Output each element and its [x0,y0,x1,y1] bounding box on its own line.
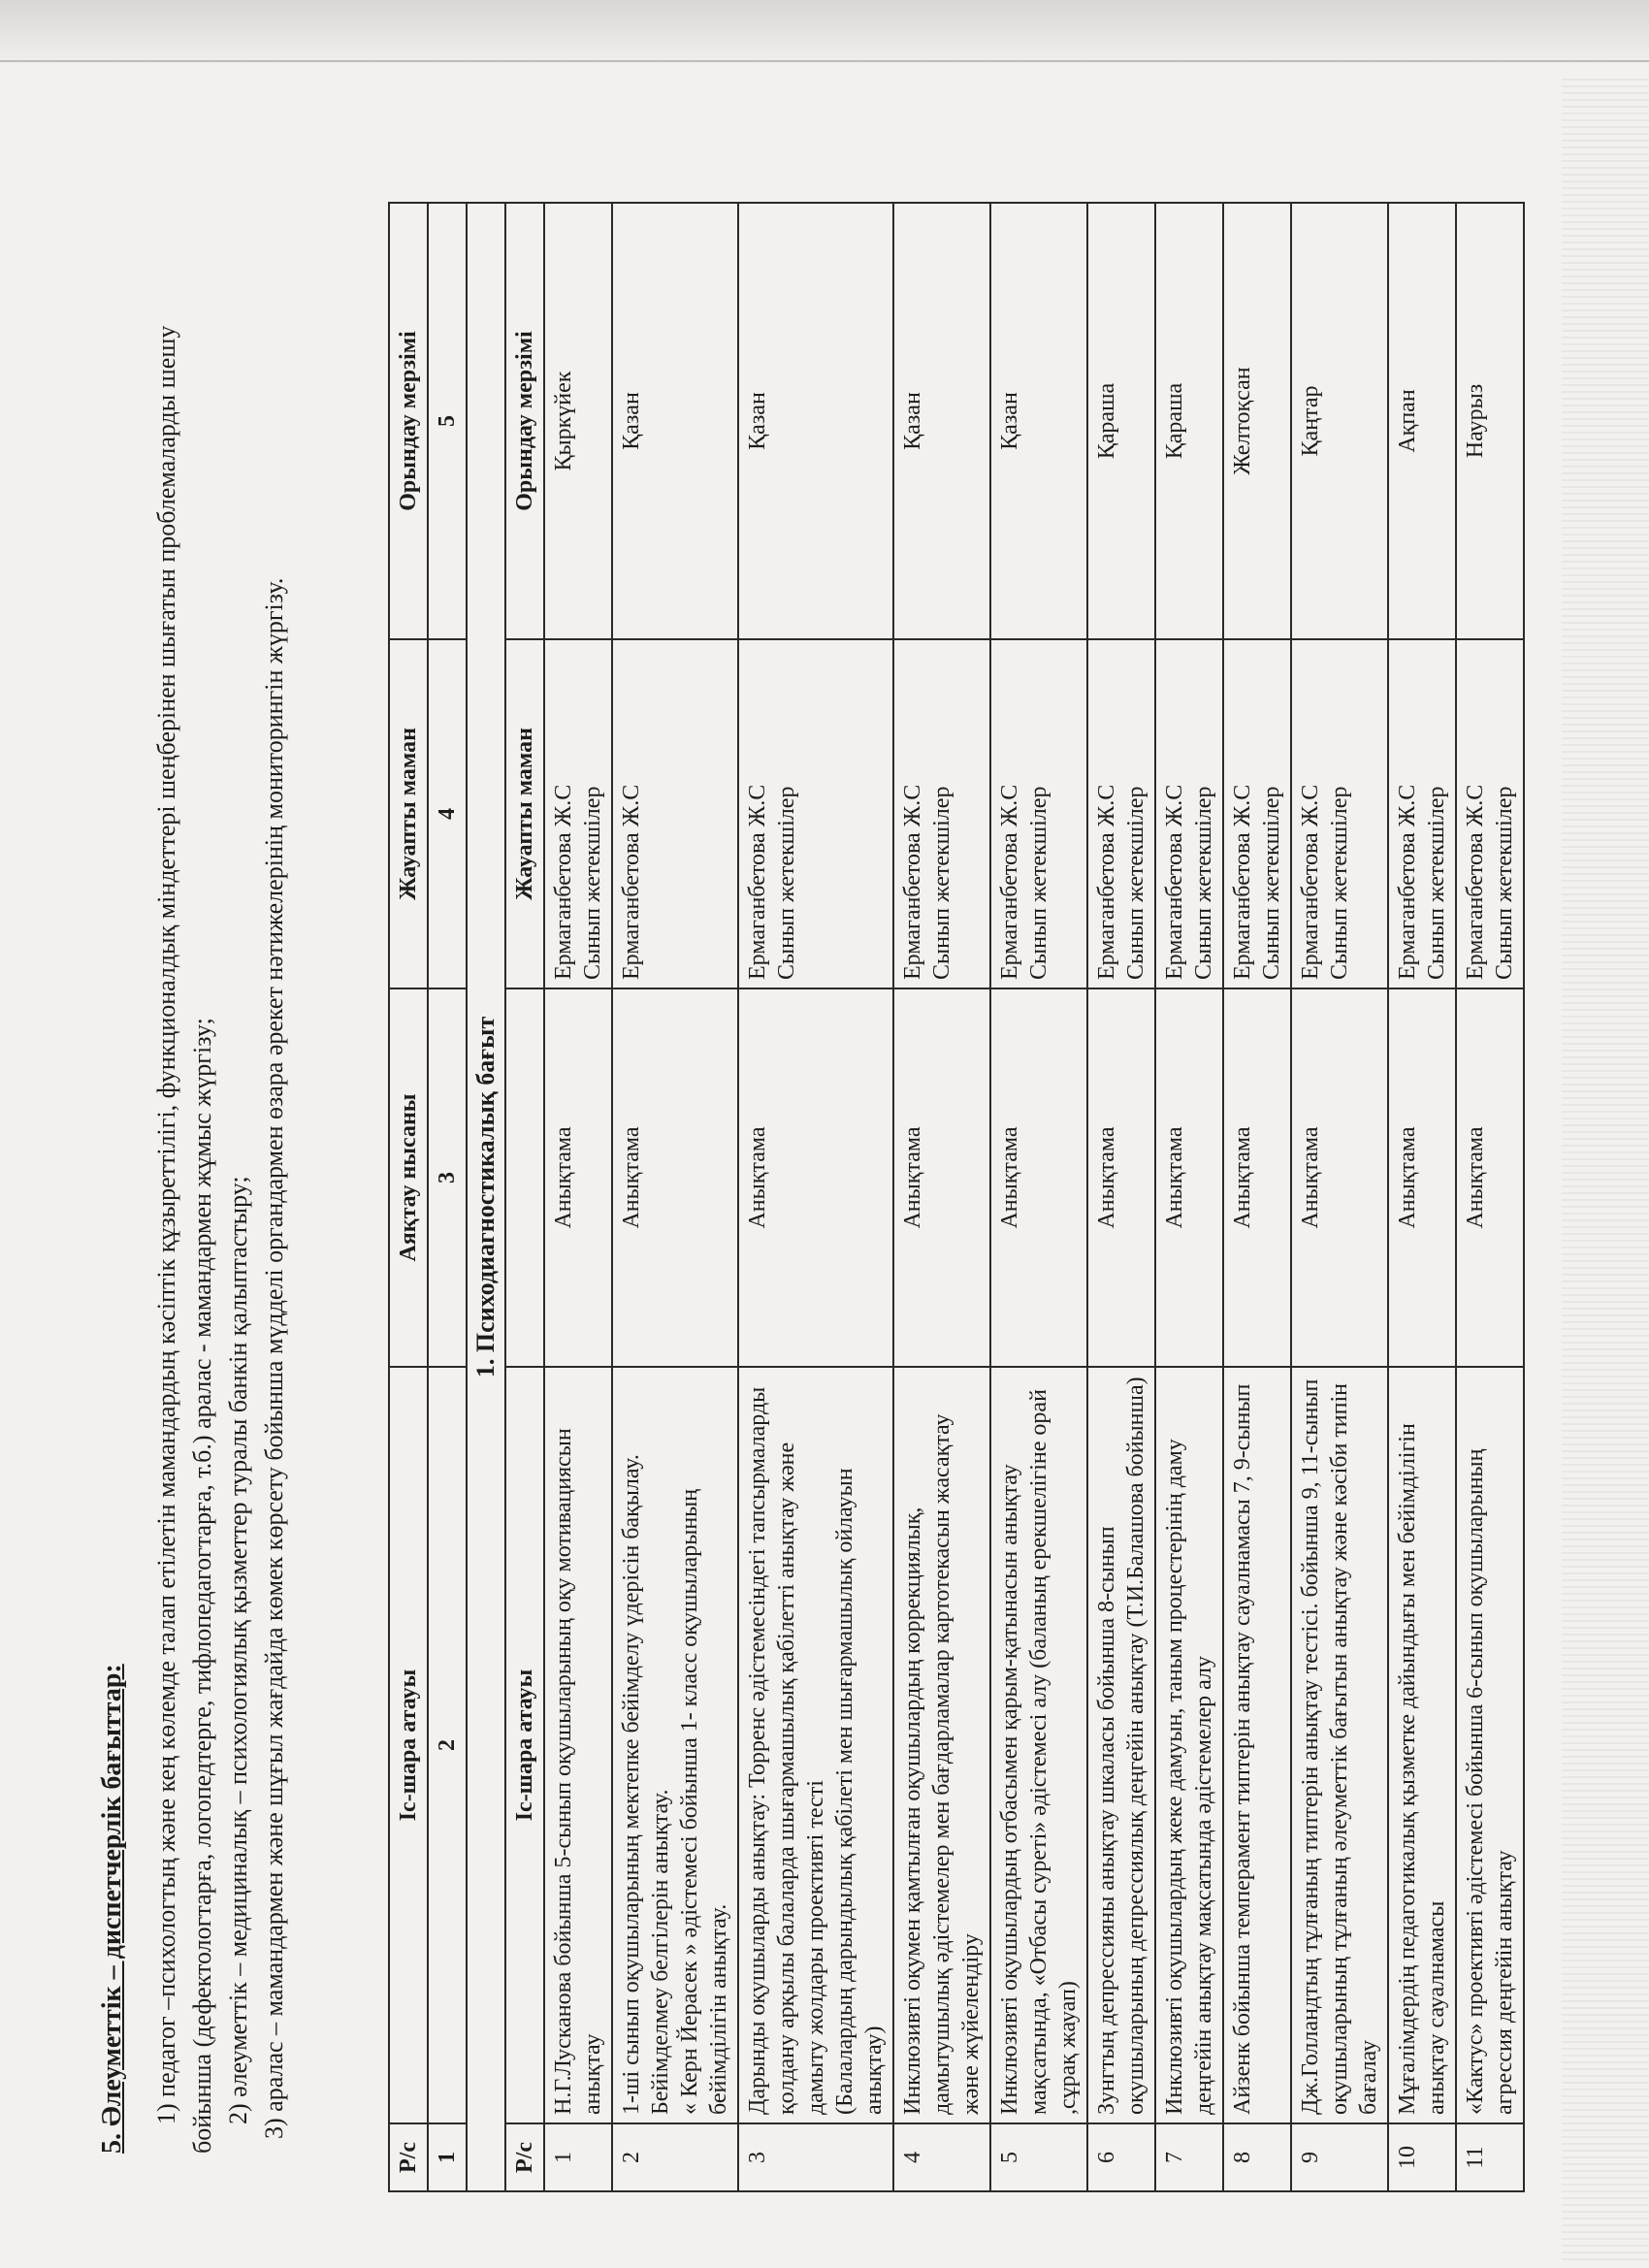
col-number: 2 [428,1367,467,2123]
row-number: 10 [1388,2123,1456,2191]
col-number: 5 [428,203,467,639]
row-term: Қазан [738,203,893,639]
row-number: 6 [1087,2123,1155,2191]
row-number: 7 [1155,2123,1223,2191]
row-activity-name: Инклюзивті оқушылардың жеке дамуын, таным процестерінің даму деңгейін анықтау мақсатында әдістемелер алу [1155,1367,1223,2123]
row-completion-form: Анықтама [1291,988,1388,1367]
table-row [1087,203,1155,2191]
row-completion-form: Анықтама [893,988,990,1367]
row-completion-form: Анықтама [1223,988,1291,1367]
header-form: Аяқтау нысаны [389,988,428,1367]
row-term: Қараша [1087,203,1155,639]
row-completion-form: Анықтама [612,988,738,1367]
col-number: 4 [428,639,467,988]
row-term: Қазан [990,203,1087,639]
section-heading: 5. Әлеуметтік – диспетчерлік бағыттар: [97,1664,127,2154]
row-completion-form: Анықтама [990,988,1087,1367]
row-term: Қазан [893,203,990,639]
col-number: 3 [428,988,467,1367]
section-title-row [467,203,505,2191]
row-responsible: Ермаганбетова Ж.С Сынып жетекшілер [544,639,612,988]
table-row [738,203,893,2191]
table-row [990,203,1087,2191]
row-activity-name: Зунгтың депрессияны анықтау шкаласы бойынша 8-сынып оқушыларының депрессиялық деңгейін анықтау (Т.И.Балашова бойынша) [1087,1367,1155,2123]
col-number: 1 [428,2123,467,2191]
row-activity-name: Инклюзивті оқумен қамтылған оқушылардың коррекциялық, дамытушылық әдістемелер мен бағдарламалар картотекасын жасақтау және жүйелендіру [893,1367,990,2123]
row-activity-name: «Кактус» проективті әдістемесі бойынша 6-сынып оқушыларының агрессия деңгейін анықтау [1456,1367,1524,2123]
row-number: 3 [738,2123,893,2191]
header-activity: Іс-шара атауы [389,1367,428,2123]
subheader-activity: Іс-шара атауы [505,1367,544,2123]
table-row [893,203,990,2191]
row-term: Қаңтар [1291,203,1388,639]
row-term: Наурыз [1456,203,1524,639]
scan-fold-shadow [0,0,1649,68]
paragraph-3: 3) аралас – мамандармен және шұғыл жағдайда көмек көрсету бойынша мүдделі органдармен өзара әрекет нәтижелерінің мониторингін жүргізу. [260,577,288,2139]
row-activity-name: Н.Г.Лусканова бойынша 5-сынып оқушыларының оқу мотивациясын анықтау [544,1367,612,2123]
row-number: 8 [1223,2123,1291,2191]
row-term: Желтоқсан [1223,203,1291,639]
row-responsible: Ермаганбетова Ж.С Сынып жетекшілер [1456,639,1524,988]
row-activity-name: Инклюзивті оқушылардың отбасымен қарым-қатынасын анықтау мақсатында, «Отбасы суреті» әдістемесі алу (баланың ерекшелігіне орай ,сұрақ жауап) [990,1367,1087,2123]
row-activity-name: Мұғалімдердің педагогикалық қызметке дайындығы мен бейімділігін анықтау сауалнамасы [1388,1367,1456,2123]
row-activity-name: 1-ші сынып оқушыларының мектепке бейімделу үдерісін бақылау. Бейімделмеу белгілерін анықтау. « Керн Йерасек » әдістемесі бойынша 1- класс оқушыларының бейімділігін анықтау. [612,1367,738,2123]
activity-plan-table [388,202,1525,2192]
row-number: 9 [1291,2123,1388,2191]
row-completion-form: Анықтама [1155,988,1223,1367]
row-responsible: Ермаганбетова Ж.С Сынып жетекшілер [1388,639,1456,988]
table-row [544,203,612,2191]
row-completion-form: Анықтама [1087,988,1155,1367]
header-no: Р/с [389,2123,428,2191]
row-term: Қыркүйек [544,203,612,639]
row-number: 11 [1456,2123,1524,2191]
row-activity-name: Айзенк бойынша темперамент типтерін анықтау сауалнамасы 7, 9-сынып [1223,1367,1291,2123]
row-responsible: Ермаганбетова Ж.С Сынып жетекшілер [738,639,893,988]
table-body [544,203,1524,2191]
row-responsible: Ермаганбетова Ж.С Сынып жетекшілер [893,639,990,988]
scan-edge-line [0,60,1649,62]
table-row [1223,203,1291,2191]
row-number: 4 [893,2123,990,2191]
header-term: Орындау мерзімі [389,203,428,639]
row-number: 1 [544,2123,612,2191]
row-responsible: Ермаганбетова Ж.С Сынып жетекшілер [1155,639,1223,988]
table-row [1456,203,1524,2191]
table-number-row [428,203,467,2191]
row-activity-name: Дж.Голландтың тұлғаның типтерін анықтау тестісі. бойынша 9, 11-сынып оқушыларының тұлғаның әлеуметтік бағытын анықтау және кәсіби типін бағалау [1291,1367,1388,2123]
subheader-term: Орындау мерзімі [505,203,544,639]
paragraph-1-cont: бойынша (дефектологтарға, логопедтерге, тифлопедагогтарға, т.б.) аралас - мамандармен жұмыс жүргізу; [188,1018,216,2154]
subheader-form [505,988,544,1367]
table-row [612,203,738,2191]
table-row [1388,203,1456,2191]
row-completion-form: Анықтама [1388,988,1456,1367]
row-activity-name: Дарынды оқушыларды анықтау: Торренс әдістемесіндегі тапсырмаларды қолдану арқылы балаларда шығармашылық қабілетті анықтау және дамыту жолдары проективті тесті (Балалардың дарындылық қабілеті мен шығармашылық ойлауын анықтау) [738,1367,893,2123]
row-term: Қазан [612,203,738,639]
table-header-row [389,203,428,2191]
section-title: 1. Психодиагностикалық бағыт [467,203,505,2191]
header-responsible: Жауапты маман [389,639,428,988]
row-responsible: Ермаганбетова Ж.С Сынып жетекшілер [1223,639,1291,988]
row-completion-form: Анықтама [544,988,612,1367]
paragraph-1: 1) педагог –психологтың және кең көлемде талап етілетін мамандардың кәсіптік құзыреттілігі, функционалдық міндеттері шеңберінен шығатын проблемаларды шешу [152,325,180,2124]
row-responsible: Ермаганбетова Ж.С [612,639,738,988]
row-term: Ақпан [1388,203,1456,639]
row-completion-form: Анықтама [738,988,893,1367]
row-responsible: Ермаганбетова Ж.С Сынып жетекшілер [1087,639,1155,988]
row-responsible: Ермаганбетова Ж.С Сынып жетекшілер [990,639,1087,988]
subheader-no: Р/с [505,2123,544,2191]
subheader-responsible: Жауапты маман [505,639,544,988]
row-term: Қараша [1155,203,1223,639]
row-completion-form: Анықтама [1456,988,1524,1367]
rotated-document-page [68,97,1581,2212]
table-row [1291,203,1388,2191]
paragraph-2: 2) әлеуметтік – медициналық – психологиялық қызметтер туралы банкін қалыптастыру; [224,1176,252,2124]
row-number: 2 [612,2123,738,2191]
row-number: 5 [990,2123,1087,2191]
row-responsible: Ермаганбетова Ж.С Сынып жетекшілер [1291,639,1388,988]
table-row [1155,203,1223,2191]
table-subheader-row [505,203,544,2191]
